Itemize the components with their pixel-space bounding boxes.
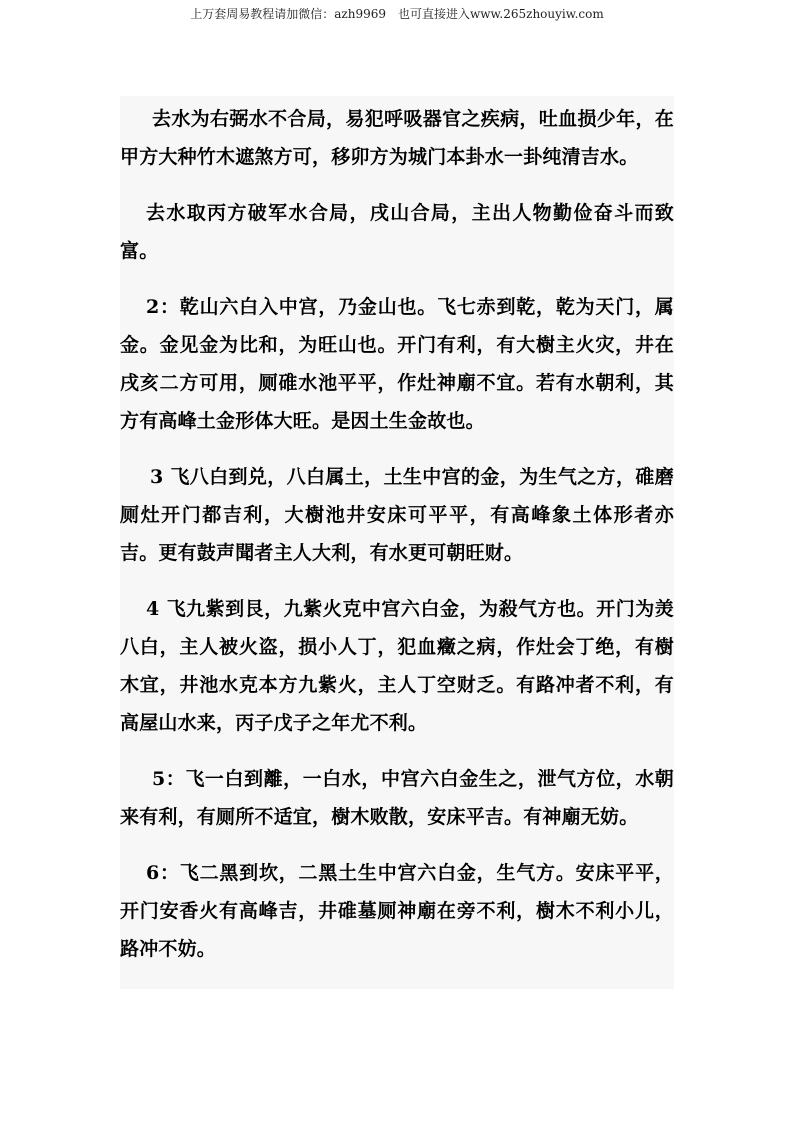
paragraph-4: 3 飞八白到兑，八白属土，土生中宫的金，为生气之方，碓磨厕灶开门都吉利，大樹池井安床可平平，有高峰象土体形者亦吉。更有鼓声聞者主人大利，有水更可朝旺财。 — [120, 466, 674, 564]
paragraph-1: 去水为右弼水不合局，易犯呼吸器官之疾病，吐血损少年，在甲方大种竹木遮煞方可，移卯方为城门本卦水一卦纯清吉水。 — [120, 108, 674, 168]
paragraph-2: 去水取丙方破军水合局，戌山合局，主出人物勤俭奋斗而致富。 — [120, 202, 674, 262]
paragraph-6: 5：飞一白到離，一白水，中宫六白金生之，泄气方位，水朝来有利，有厕所不适宜，樹木败散，安床平吉。有神廟无妨。 — [120, 768, 674, 828]
paragraph-3: 2：乾山六白入中宫，乃金山也。飞七赤到乾，乾为天门，属金。金见金为比和，为旺山也。开门有利，有大樹主火灾，井在戌亥二方可用，厕碓水池平平，作灶神廟不宜。若有水朝利，其方有高峰土金形体大旺。是因土生金故也。 — [120, 296, 674, 432]
document-body — [120, 96, 674, 989]
paragraph-7: 6：飞二黑到坎，二黑土生中宫六白金，生气方。安床平平，开门安香火有高峰吉，井碓墓厕神廟在旁不利，樹木不利小儿，路冲不妨。 — [120, 862, 674, 960]
page-header: 上万套周易教程请加微信：azh9969 也可直接进入www.265zhouyiw.com — [190, 7, 604, 21]
paragraph-5: 4 飞九紫到艮，九紫火克中宫六白金，为殺气方也。开门为羙八白，主人被火盗，损小人丁，犯血癥之病，作灶会丁绝，有樹木宜，井池水克本方九紫火，主人丁空财乏。有路冲者不利，有高屋山水来，丙子戊子之年尤不利。 — [120, 598, 674, 734]
